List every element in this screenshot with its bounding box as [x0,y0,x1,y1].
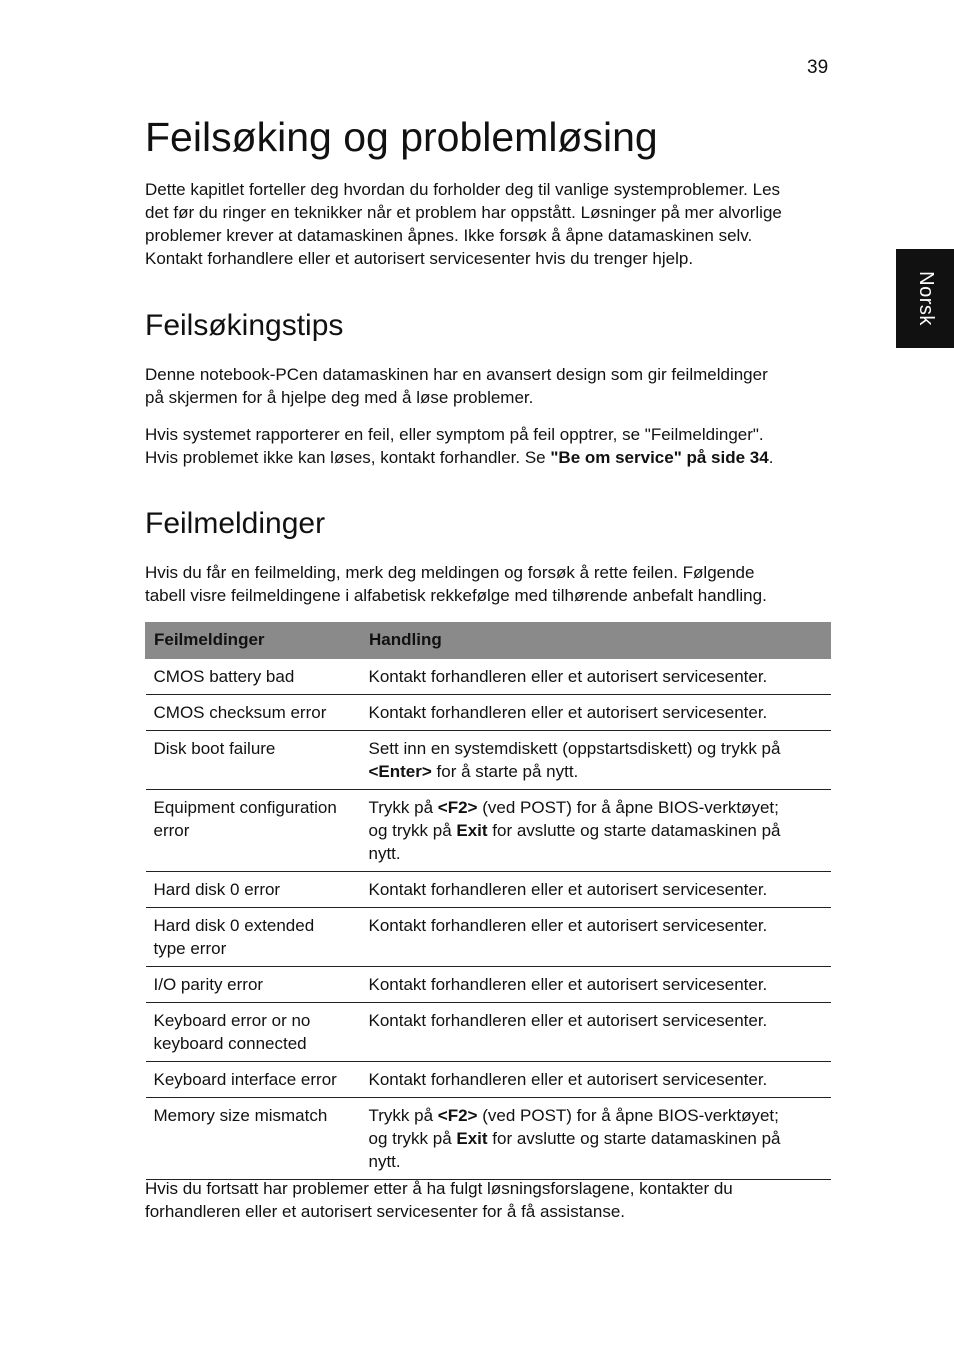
language-side-tab [896,249,954,348]
table-header-error: Feilmeldinger [146,623,361,659]
errors-intro-paragraph [145,561,831,607]
error-cell: Disk boot failure [146,731,361,790]
tips-heading: Feilsøkingstips [145,309,344,342]
error-cell [146,908,361,967]
table-row [146,790,831,872]
action-text: Trykk på [368,798,438,817]
exit-key-label: Exit [456,821,488,840]
error-line: keyboard connected [153,1034,307,1053]
f2-key-label: <F2> [437,798,478,817]
action-cell: Kontakt forhandleren eller et autorisert servicesenter. [361,695,831,731]
page-number: 39 [807,57,829,78]
intro-line: Kontakt forhandlere eller et autorisert servicesenter hvis du trenger hjelp. [145,249,694,268]
action-text: for avslutte og starte datamaskinen på [487,1129,781,1148]
action-cell: Kontakt forhandleren eller et autorisert servicesenter. [361,872,831,908]
action-text: Trykk på [368,1106,438,1125]
action-line [369,760,823,783]
action-cell: Kontakt forhandleren eller et autorisert servicesenter. [361,967,831,1003]
action-cell: Kontakt forhandleren eller et autorisert servicesenter. [361,659,831,695]
table-row [146,967,831,1003]
closing-line: Hvis du fortsatt har problemer etter å ha fulgt løsningsforslagene, kontakter du [145,1179,733,1198]
intro-line: det før du ringer en teknikker når et problem har oppstått. Løsninger på mer alvorlige [145,203,782,222]
tips-line: Denne notebook-PCen datamaskinen har en avansert design som gir feilmeldinger [145,365,768,384]
action-cell: Kontakt forhandleren eller et autorisert servicesenter. [361,1003,831,1062]
table-row [146,872,831,908]
table-row [146,659,831,695]
enter-key-label: <Enter> [368,762,432,781]
table-row [146,731,831,790]
tips-text: . [768,448,774,467]
action-line [369,819,823,842]
closing-line: forhandleren eller et autorisert servicesenter for å få assistanse. [145,1202,626,1221]
tips-line: Hvis systemet rapporterer en feil, eller symptom på feil opptrer, se "Feilmeldinger". [145,425,764,444]
action-cell [361,790,831,872]
table-header-action: Handling [361,623,831,659]
error-cell: Memory size mismatch [146,1098,361,1180]
tips-paragraph-1 [145,363,831,409]
errors-intro-line: Hvis du får en feilmelding, merk deg meldingen og forsøk å rette feilen. Følgende [145,563,755,582]
action-line: nytt. [368,844,401,863]
error-cell: I/O parity error [146,967,361,1003]
action-text: for å starte på nytt. [431,762,579,781]
table-row [146,1098,831,1180]
action-text: og trykk på [368,1129,457,1148]
action-line [369,1104,823,1127]
table-row [146,908,831,967]
error-line: Equipment configuration [153,798,337,817]
errors-intro-line: tabell visre feilmeldingene i alfabetisk rekkefølge med tilhørende anbefalt handling. [145,586,767,605]
action-text: og trykk på [368,821,457,840]
service-reference-link: "Be om service" på side 34 [550,448,769,467]
action-text: (ved POST) for å åpne BIOS-verktøyet; [477,798,779,817]
tips-text: Hvis problemet ikke kan løses, kontakt forhandler. Se [145,448,551,467]
error-line: error [153,821,190,840]
action-cell [361,731,831,790]
action-line [369,1127,823,1150]
tips-paragraph-2 [145,423,831,469]
error-cell [146,790,361,872]
intro-paragraph [145,178,831,270]
errors-heading: Feilmeldinger [145,507,326,540]
table-row [146,695,831,731]
language-tab-label: Norsk [914,271,937,326]
action-cell: Kontakt forhandleren eller et autorisert servicesenter. [361,1062,831,1098]
error-messages-table [145,622,831,1180]
error-line: Hard disk 0 extended [153,916,315,935]
exit-key-label: Exit [456,1129,488,1148]
error-cell: CMOS checksum error [146,695,361,731]
action-cell [361,1098,831,1180]
tips-line [145,446,831,469]
table-row [146,1003,831,1062]
intro-line: problemer krever at datamaskinen åpnes. Ikke forsøk å åpne datamaskinen selv. [145,226,753,245]
error-cell: Keyboard interface error [146,1062,361,1098]
error-cell: CMOS battery bad [146,659,361,695]
action-text: for avslutte og starte datamaskinen på [487,821,781,840]
action-line: nytt. [368,1152,401,1171]
error-line: Keyboard error or no [153,1011,311,1030]
error-cell: Hard disk 0 error [146,872,361,908]
action-line: Sett inn en systemdiskett (oppstartsdiskett) og trykk på [368,739,781,758]
error-line: type error [153,939,227,958]
table-row [146,1062,831,1098]
f2-key-label: <F2> [437,1106,478,1125]
table-header-row [146,623,831,659]
action-text: (ved POST) for å åpne BIOS-verktøyet; [477,1106,779,1125]
tips-line: på skjermen for å hjelpe deg med å løse problemer. [145,388,534,407]
error-cell [146,1003,361,1062]
intro-line: Dette kapitlet forteller deg hvordan du forholder deg til vanlige systemproblemer. Les [145,180,781,199]
closing-paragraph [145,1177,831,1223]
page-title: Feilsøking og problemløsing [145,114,658,160]
action-cell: Kontakt forhandleren eller et autorisert servicesenter. [361,908,831,967]
action-line [369,796,823,819]
